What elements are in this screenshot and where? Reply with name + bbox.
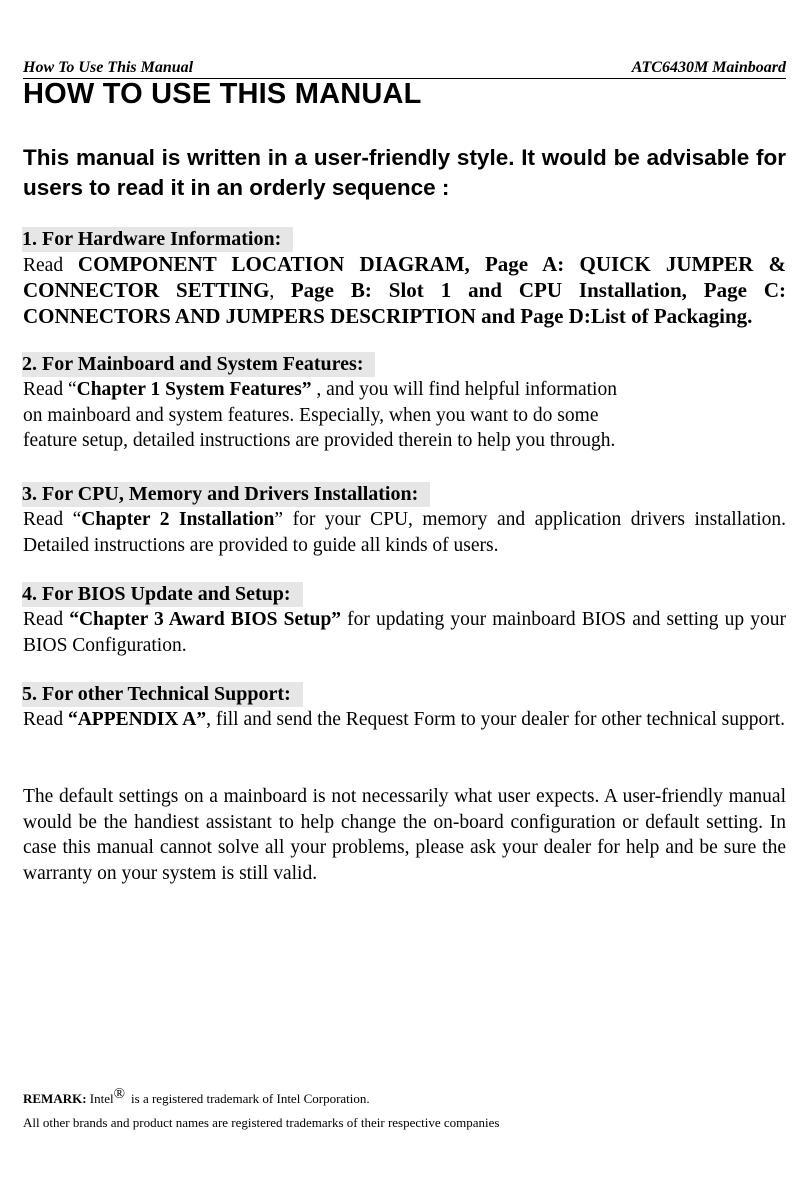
section-body bbox=[23, 252, 786, 330]
separator: , bbox=[269, 281, 275, 302]
section-body bbox=[23, 707, 786, 733]
section-heading: 1. For Hardware Information: bbox=[22, 227, 293, 252]
text-run: Read “ bbox=[23, 379, 77, 400]
section-hardware bbox=[23, 227, 786, 330]
remark-label: REMARK: bbox=[23, 1091, 87, 1106]
chapter-ref: Chapter 1 System Features” bbox=[76, 379, 312, 400]
appendix-ref: “APPENDIX A” bbox=[67, 709, 207, 730]
remark-line bbox=[23, 1087, 786, 1111]
section-support bbox=[23, 682, 786, 733]
chapter-ref: “Chapter 3 Award BIOS Setup” bbox=[69, 609, 342, 630]
header-right-title: ATC6430M Mainboard bbox=[631, 59, 786, 76]
text-run: ” for your CPU, memory and application drivers installation. Detailed instructions are provided to guide all kinds of users. bbox=[23, 509, 786, 556]
body-line: on mainboard and system features. Especially, when you want to do some bbox=[23, 404, 599, 426]
section-heading: 4. For BIOS Update and Setup: bbox=[22, 582, 303, 607]
section-heading: 3. For CPU, Memory and Drivers Installation: bbox=[22, 482, 430, 507]
section-bios bbox=[23, 582, 786, 658]
running-header bbox=[23, 58, 786, 79]
section-body bbox=[23, 507, 786, 558]
intel-word: Intel bbox=[89, 1091, 114, 1106]
section-body bbox=[23, 607, 786, 658]
body-line bbox=[23, 377, 786, 403]
section-installation bbox=[23, 482, 786, 558]
text-run: , fill and send the Request Form to your dealer for other technical support. bbox=[206, 709, 785, 730]
hardware-ref-2: Page B: Slot 1 and CPU Installation, Page C: CONNECTORS AND JUMPERS DESCRIPTION and Page D:List of Packaging. bbox=[23, 278, 786, 328]
section-features bbox=[23, 352, 786, 454]
closing-paragraph: The default settings on a mainboard is not necessarily what user expects. A user-friendly manual would be the handiest assistant to help change the on-board configuration or default setting. In case this manual cannot solve all your problems, please ask your dealer for help and be sure the warranty on your system is still valid. bbox=[23, 786, 786, 884]
remark-footnote bbox=[23, 1087, 786, 1134]
header-left-title: How To Use This Manual bbox=[23, 59, 194, 76]
remark-line-2: All other brands and product names are registered trademarks of their respective companies bbox=[23, 1115, 500, 1130]
intro-paragraph: This manual is written in a user-friendly style. It would be advisable for users to read it in an orderly sequence : bbox=[23, 145, 786, 200]
remark-text: is a registered trademark of Intel Corporation. bbox=[131, 1091, 370, 1106]
body-line: feature setup, detailed instructions are provided therein to help you through. bbox=[23, 430, 616, 451]
text-run: Read “ bbox=[23, 509, 82, 530]
section-heading: 5. For other Technical Support: bbox=[22, 682, 303, 707]
registered-symbol: ® bbox=[113, 1086, 126, 1102]
section-heading: 2. For Mainboard and System Features: bbox=[22, 352, 375, 377]
read-word: Read bbox=[23, 255, 64, 276]
text-run: , and you will find helpful information bbox=[311, 379, 617, 400]
section-body bbox=[23, 377, 786, 454]
text-run: Read bbox=[23, 609, 70, 630]
chapter-ref: Chapter 2 Installation bbox=[81, 509, 275, 530]
text-run: for updating your mainboard BIOS and setting up your BIOS Configuration. bbox=[23, 609, 786, 656]
text-run: Read bbox=[23, 709, 68, 730]
page-title: HOW TO USE THIS MANUAL bbox=[23, 78, 422, 110]
hardware-ref-1: COMPONENT LOCATION DIAGRAM, Page A: QUICK JUMPER & CONNECTOR SETTING bbox=[23, 252, 787, 302]
